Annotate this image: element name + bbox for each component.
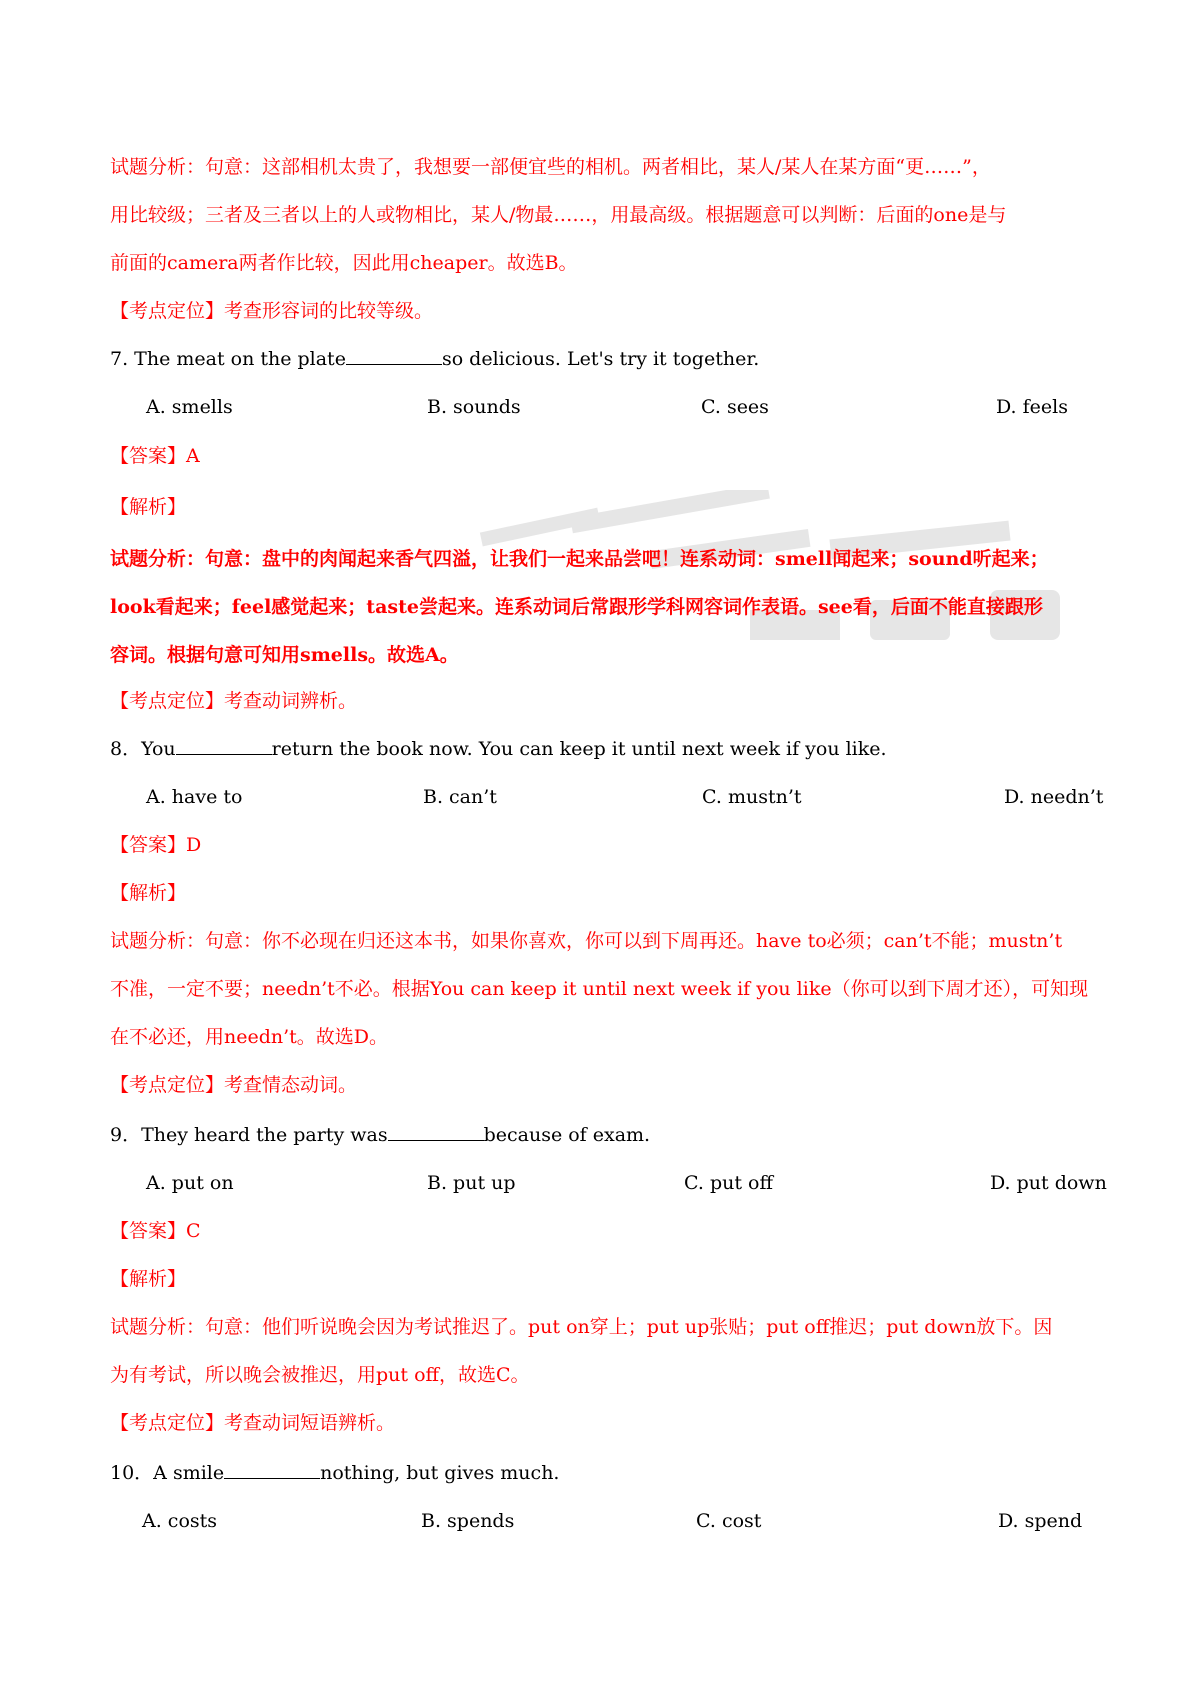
watermark-logo	[450, 490, 1100, 680]
q7-answer-value: A	[186, 445, 200, 467]
q8-stem	[110, 734, 887, 764]
q6-point	[110, 296, 433, 326]
q7-answer-label: 【答案】	[110, 445, 187, 467]
q8-blank	[176, 736, 272, 755]
q7-answer	[110, 441, 200, 471]
q7-blank	[346, 346, 442, 365]
q8-option-a: A. have to	[146, 786, 243, 808]
q6-analysis-line-2: 用比较级；三者及三者以上的人或物相比，某人/物最……，用最高级。根据题意可以判断：后面的one是与	[110, 204, 1007, 226]
q9-point	[110, 1408, 395, 1438]
q9-stem-after: because of exam.	[483, 1124, 651, 1146]
q10-stem	[110, 1458, 559, 1488]
q9-answer-value: C	[186, 1220, 201, 1242]
q6-point-label: 【考点定位】	[110, 300, 225, 322]
q8-point-text: 考查情态动词。	[224, 1074, 358, 1096]
q7-option-b: B. sounds	[427, 396, 521, 418]
q7-number: 7. The meat on the plate	[110, 348, 346, 370]
q9-point-text: 考查动词短语辨析。	[224, 1412, 396, 1434]
q10-option-b: B. spends	[421, 1510, 515, 1532]
q10-option-a: A. costs	[142, 1510, 218, 1532]
q8-analysis-line-3: 在不必还，用needn’t。故选D。	[110, 1026, 389, 1048]
q9-option-a: A. put on	[146, 1172, 234, 1194]
q9-blank	[388, 1122, 484, 1141]
q8-number: 8．You	[110, 738, 176, 760]
q9-analysis-line-1: 试题分析：句意：他们听说晚会因为考试推迟了。put on穿上；put up张贴；put off推迟；put down放下。因	[110, 1316, 1053, 1338]
q8-answer-label: 【答案】	[110, 834, 187, 856]
q7-option-c: C. sees	[701, 396, 769, 418]
q8-option-b: B. can’t	[423, 786, 497, 808]
q8-option-c: C. mustn’t	[702, 786, 802, 808]
q7-stem-after: so delicious. Let's try it together.	[441, 348, 760, 370]
q8-point	[110, 1070, 357, 1100]
q9-answer	[110, 1216, 201, 1246]
q7-point-label: 【考点定位】	[110, 690, 225, 712]
q7-analysis-line-2: look看起来；feel感觉起来；taste尝起来。连系动词后常跟形学科网容词作表语。see看，后面不能直接跟形	[110, 596, 1043, 618]
q7-stem	[110, 344, 759, 374]
q9-option-b: B. put up	[427, 1172, 516, 1194]
q9-answer-label: 【答案】	[110, 1220, 187, 1242]
q8-answer	[110, 830, 201, 860]
q7-point	[110, 686, 357, 716]
q10-option-d: D. spend	[998, 1510, 1083, 1532]
q8-analysis-line-1: 试题分析：句意：你不必现在归还这本书，如果你喜欢，你可以到下周再还。have to必须；can’t不能；mustn’t	[110, 930, 1063, 952]
q7-point-text: 考查动词辨析。	[224, 690, 358, 712]
q8-stem-after: return the book now. You can keep it until next week if you like.	[271, 738, 887, 760]
q9-number: 9．They heard the party was	[110, 1124, 388, 1146]
q7-analysis-line-3: 容词。根据句意可知用smells。故选A。	[110, 644, 459, 666]
q7-analysis-label: 【解析】	[110, 496, 187, 518]
q9-stem	[110, 1120, 650, 1150]
q8-point-label: 【考点定位】	[110, 1074, 225, 1096]
q7-option-a: A. smells	[146, 396, 233, 418]
q6-point-text: 考查形容词的比较等级。	[224, 300, 434, 322]
q9-analysis-label: 【解析】	[110, 1268, 187, 1290]
q9-option-c: C. put off	[684, 1172, 773, 1194]
q10-option-c: C. cost	[696, 1510, 762, 1532]
q10-stem-after: nothing, but gives much.	[320, 1462, 560, 1484]
q8-option-d: D. needn’t	[1004, 786, 1104, 808]
q10-blank	[224, 1460, 320, 1479]
q9-option-d: D. put down	[990, 1172, 1107, 1194]
q7-analysis-line-1: 试题分析：句意：盘中的肉闻起来香气四溢，让我们一起来品尝吧！连系动词：smell闻起来；sound听起来；	[110, 548, 1049, 570]
q6-analysis-line-3: 前面的camera两者作比较，因此用cheaper。故选B。	[110, 252, 578, 274]
q8-analysis-line-2: 不准，一定不要；needn’t不必。根据You can keep it until next week if you like（你可以到下周才还），可知现	[110, 978, 1089, 1000]
q9-point-label: 【考点定位】	[110, 1412, 225, 1434]
q8-analysis-label: 【解析】	[110, 882, 187, 904]
q7-option-d: D. feels	[996, 396, 1068, 418]
q10-number: 10．A smile	[110, 1462, 225, 1484]
q6-analysis-line-1: 试题分析：句意：这部相机太贵了，我想要一部便宜些的相机。两者相比，某人/某人在某方面“更……”，	[110, 156, 991, 178]
q8-answer-value: D	[186, 834, 202, 856]
q9-analysis-line-2: 为有考试，所以晚会被推迟，用put off，故选C。	[110, 1364, 530, 1386]
